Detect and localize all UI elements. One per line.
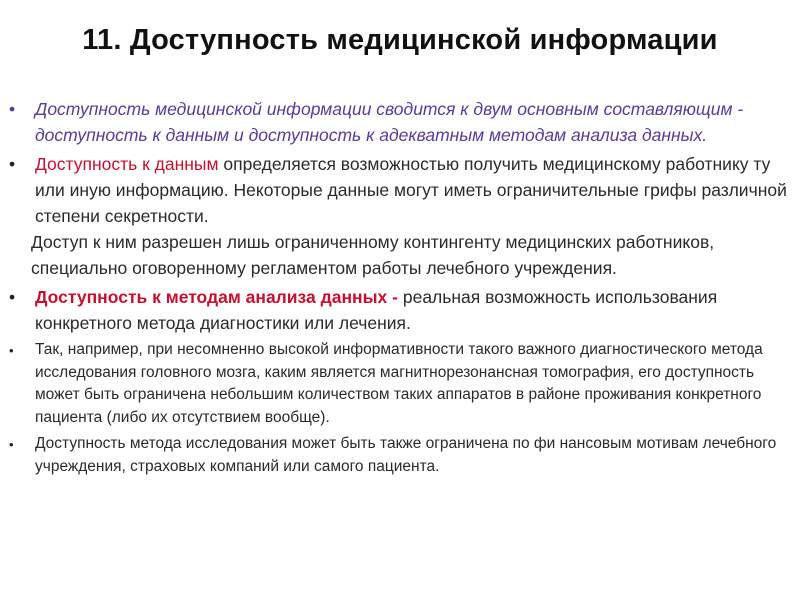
bullet-intro [9, 96, 789, 148]
bullet-marker: • [9, 99, 16, 119]
bullet-lead-suffix: - [387, 287, 398, 307]
bullet-financial-limits [9, 433, 789, 478]
bullet-marker: • [9, 343, 14, 358]
bullet-lead: Доступность к методам анализа данных [35, 287, 388, 307]
bullet-lead: Доступность к данным [35, 154, 219, 174]
bullet-list [9, 96, 789, 482]
bullet-marker: • [9, 154, 16, 174]
bullet-text: Доступность метода исследования может быть также ограничена по фи нансовым мотивам лечебного учреждения, страховых компаний или самого пациента. [35, 435, 777, 475]
bullet-text: определяется возможностью получить медицинскому работнику ту или иную информацию. Некоторые данные могут иметь ограничительные грифы различной степени секретности. [35, 154, 787, 226]
bullet-mri-example [9, 339, 789, 429]
bullet-text-continuation: Доступ к ним разрешен лишь ограниченному контингенту медицинских работников, специально оговоренному регламентом работы лечебного учреждения. [31, 232, 715, 278]
bullet-method-access [9, 284, 789, 336]
slide-title: 11. Доступность медицинской информации [82, 24, 718, 56]
bullet-text: Так, например, при несомненно высокой информативности такого важного диагностического метода исследования головного мозга, каким является магнитнорезонансная томография, его доступность может быть ограничена небольшим количеством таких аппаратов в районе проживания конкретного пациента (либо их отсутствием вообще). [35, 341, 763, 426]
bullet-marker: • [9, 287, 16, 307]
bullet-marker: • [9, 437, 14, 452]
bullet-text: Доступность медицинской информации сводится к двум основным составляющим - доступность к данным и доступность к адекватным методам анализа данных. [35, 99, 744, 145]
bullet-text: реальная возможность использования конкретного метода диагностики или лечения. [35, 287, 718, 333]
bullet-data-access [9, 151, 789, 281]
